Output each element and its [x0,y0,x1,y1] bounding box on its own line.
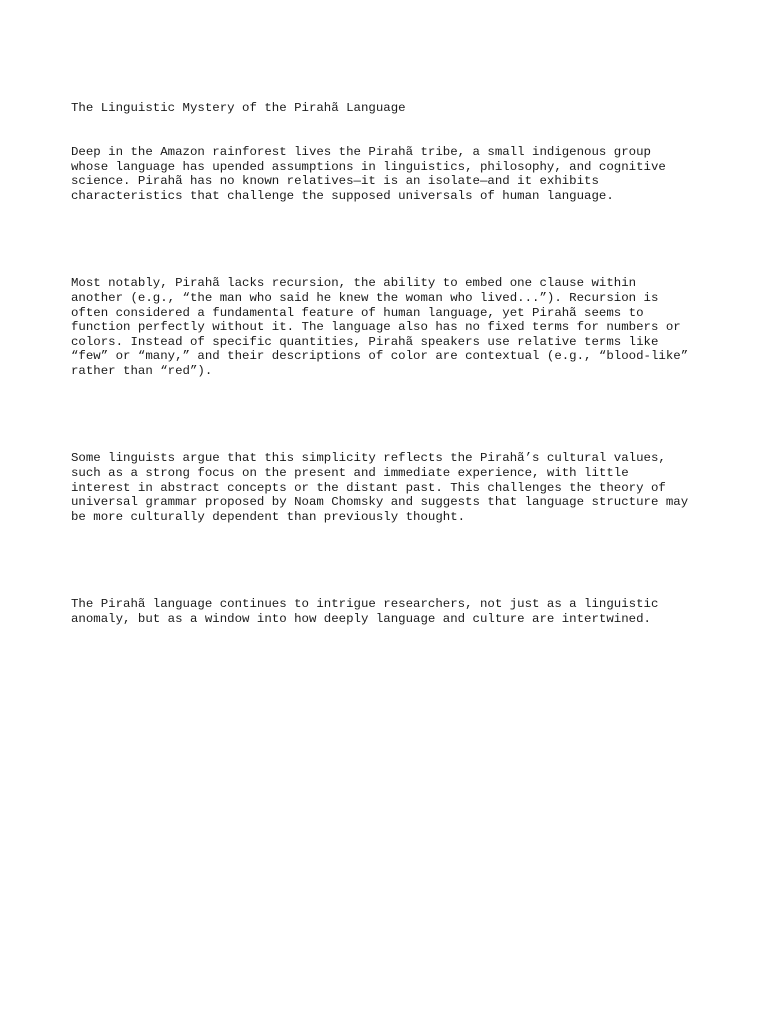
paragraph-spacer [71,233,711,248]
paragraph-intro: Deep in the Amazon rainforest lives the Pirahã tribe, a small indigenous group whose language has upended assumptions in linguistics, philosophy, and cognitive science. Pirahã has no known relatives—it is an isolate—and it exhibits characteristics that challenge the supposed universals of human language. [71,144,666,203]
paragraph-culture: Some linguists argue that this simplicity reflects the Pirahã’s cultural values, such as a strong focus on the present and immediate experience, with little interest in abstract concepts or the distant past. This challenges the theory of universal grammar proposed by Noam Chomsky and suggests that language structure may be more culturally dependent than previously thought. [71,451,689,524]
paragraph-spacer [71,554,711,569]
paragraph-recursion: Most notably, Pirahã lacks recursion, the ability to embed one clause within another (e.g., “the man who said he knew the woman who lived...”). Recursion is often considered a fundamental feature of human language, yet Pirahã seems to function perfectly without it. The language also has no fixed terms for numbers or colors. Instead of specific quantities, Pirahã speakers use relative terms like “few” or “many,” and their descriptions of color are contextual (e.g., “blood-like” rather than “red”). [71,276,689,378]
paragraph-conclusion: The Pirahã language continues to intrigue researchers, not just as a linguistic anomaly, but as a window into how deeply language and culture are intertwined. [71,597,659,626]
document-title: The Linguistic Mystery of the Pirahã Language [71,101,406,116]
document-page [71,72,711,641]
paragraph-spacer [71,408,711,423]
